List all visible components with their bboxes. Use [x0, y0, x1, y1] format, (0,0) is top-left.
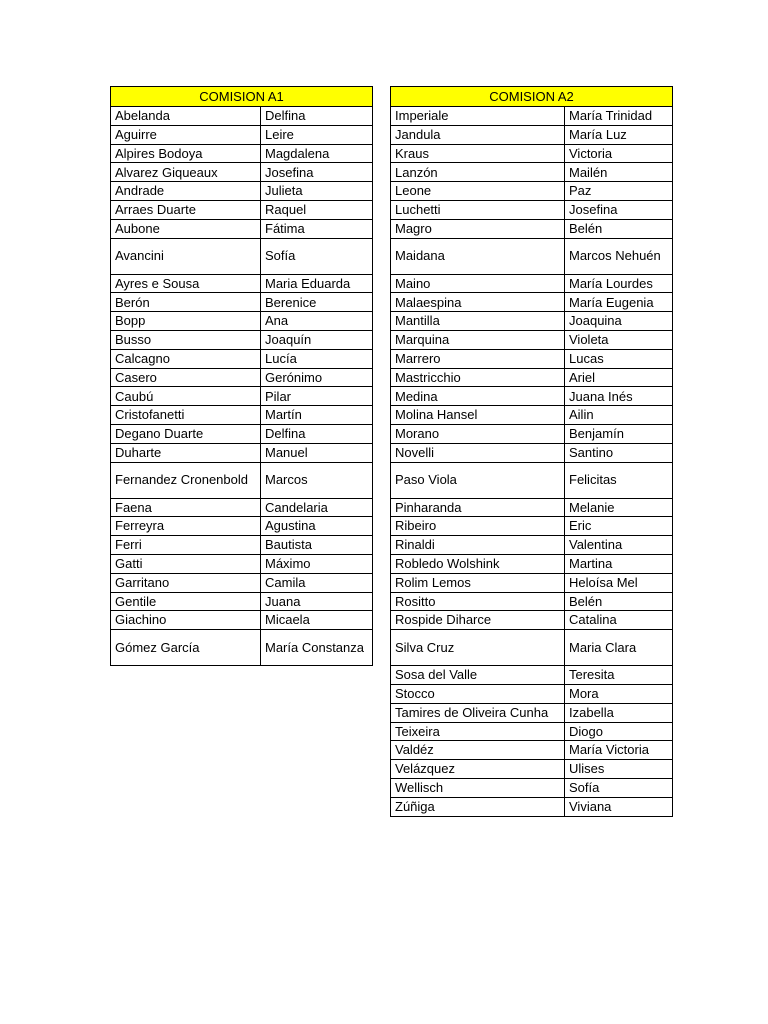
student-row: [111, 498, 373, 517]
surname-cell: Novelli: [391, 443, 565, 462]
student-rows: [111, 107, 373, 666]
surname-cell: Jandula: [391, 125, 565, 144]
given-name-cell: María Eugenia: [565, 293, 673, 312]
student-row: [111, 406, 373, 425]
surname-cell: Paso Viola: [391, 462, 565, 498]
student-row: [111, 368, 373, 387]
student-row: [391, 611, 673, 630]
surname-cell: Marrero: [391, 349, 565, 368]
comision-title: COMISION A2: [391, 87, 673, 107]
given-name-cell: Delfina: [261, 424, 373, 443]
given-name-cell: Julieta: [261, 182, 373, 201]
student-row: [391, 219, 673, 238]
surname-cell: Rositto: [391, 592, 565, 611]
student-row: [391, 778, 673, 797]
student-row: [391, 666, 673, 685]
surname-cell: Lanzón: [391, 163, 565, 182]
student-row: [391, 703, 673, 722]
surname-cell: Gatti: [111, 554, 261, 573]
given-name-cell: Viviana: [565, 797, 673, 816]
student-row: [391, 144, 673, 163]
given-name-cell: Heloísa Mel: [565, 573, 673, 592]
surname-cell: Avancini: [111, 238, 261, 274]
surname-cell: Cristofanetti: [111, 406, 261, 425]
surname-cell: Rinaldi: [391, 536, 565, 555]
surname-cell: Luchetti: [391, 200, 565, 219]
given-name-cell: Paz: [565, 182, 673, 201]
surname-cell: Stocco: [391, 684, 565, 703]
given-name-cell: Leire: [261, 125, 373, 144]
given-name-cell: Máximo: [261, 554, 373, 573]
given-name-cell: María Constanza: [261, 630, 373, 666]
student-row: [111, 630, 373, 666]
given-name-cell: Agustina: [261, 517, 373, 536]
given-name-cell: Micaela: [261, 611, 373, 630]
surname-cell: Degano Duarte: [111, 424, 261, 443]
given-name-cell: Catalina: [565, 611, 673, 630]
given-name-cell: Delfina: [261, 107, 373, 126]
student-row: [391, 517, 673, 536]
surname-cell: Berón: [111, 293, 261, 312]
surname-cell: Molina Hansel: [391, 406, 565, 425]
surname-cell: Rolim Lemos: [391, 573, 565, 592]
student-row: [391, 107, 673, 126]
student-row: [391, 424, 673, 443]
student-row: [391, 349, 673, 368]
student-row: [111, 554, 373, 573]
given-name-cell: María Lourdes: [565, 274, 673, 293]
given-name-cell: Diogo: [565, 722, 673, 741]
student-row: [391, 330, 673, 349]
student-row: [391, 274, 673, 293]
surname-cell: Aguirre: [111, 125, 261, 144]
given-name-cell: Gerónimo: [261, 368, 373, 387]
given-name-cell: Santino: [565, 443, 673, 462]
surname-cell: Malaespina: [391, 293, 565, 312]
surname-cell: Fernandez Cronenbold: [111, 462, 261, 498]
given-name-cell: Joaquina: [565, 312, 673, 331]
student-row: [391, 797, 673, 816]
student-row: [111, 573, 373, 592]
surname-cell: Kraus: [391, 144, 565, 163]
surname-cell: Valdéz: [391, 741, 565, 760]
given-name-cell: Camila: [261, 573, 373, 592]
given-name-cell: Mailén: [565, 163, 673, 182]
surname-cell: Bopp: [111, 312, 261, 331]
surname-cell: Alpires Bodoya: [111, 144, 261, 163]
student-row: [391, 312, 673, 331]
student-row: [111, 200, 373, 219]
student-row: [391, 554, 673, 573]
given-name-cell: Belén: [565, 592, 673, 611]
student-row: [391, 238, 673, 274]
student-row: [111, 144, 373, 163]
surname-cell: Maino: [391, 274, 565, 293]
student-row: [391, 163, 673, 182]
student-row: [111, 125, 373, 144]
student-row: [391, 182, 673, 201]
student-row: [391, 684, 673, 703]
surname-cell: Morano: [391, 424, 565, 443]
surname-cell: Ferri: [111, 536, 261, 555]
surname-cell: Leone: [391, 182, 565, 201]
given-name-cell: Manuel: [261, 443, 373, 462]
student-row: [111, 238, 373, 274]
surname-cell: Gentile: [111, 592, 261, 611]
student-row: [111, 274, 373, 293]
surname-cell: Giachino: [111, 611, 261, 630]
student-row: [111, 182, 373, 201]
given-name-cell: Pilar: [261, 387, 373, 406]
given-name-cell: Teresita: [565, 666, 673, 685]
surname-cell: Velázquez: [391, 760, 565, 779]
student-row: [391, 200, 673, 219]
given-name-cell: María Victoria: [565, 741, 673, 760]
student-row: [111, 107, 373, 126]
comision-title: COMISION A1: [111, 87, 373, 107]
student-row: [391, 443, 673, 462]
comision-a1-table: [110, 86, 373, 666]
student-row: [111, 219, 373, 238]
given-name-cell: Berenice: [261, 293, 373, 312]
student-row: [391, 760, 673, 779]
student-row: [111, 312, 373, 331]
student-row: [391, 462, 673, 498]
surname-cell: Teixeira: [391, 722, 565, 741]
given-name-cell: Ulises: [565, 760, 673, 779]
surname-cell: Imperiale: [391, 107, 565, 126]
student-row: [111, 592, 373, 611]
given-name-cell: Victoria: [565, 144, 673, 163]
surname-cell: Sosa del Valle: [391, 666, 565, 685]
given-name-cell: Ana: [261, 312, 373, 331]
given-name-cell: Violeta: [565, 330, 673, 349]
given-name-cell: Maria Eduarda: [261, 274, 373, 293]
student-row: [111, 536, 373, 555]
given-name-cell: Mora: [565, 684, 673, 703]
student-row: [391, 573, 673, 592]
surname-cell: Medina: [391, 387, 565, 406]
surname-cell: Marquina: [391, 330, 565, 349]
given-name-cell: Candelaria: [261, 498, 373, 517]
surname-cell: Mastricchio: [391, 368, 565, 387]
surname-cell: Ferreyra: [111, 517, 261, 536]
surname-cell: Casero: [111, 368, 261, 387]
student-row: [111, 163, 373, 182]
student-row: [111, 330, 373, 349]
student-row: [391, 536, 673, 555]
given-name-cell: Martina: [565, 554, 673, 573]
given-name-cell: Juana: [261, 592, 373, 611]
surname-cell: Caubú: [111, 387, 261, 406]
given-name-cell: Lucas: [565, 349, 673, 368]
given-name-cell: Eric: [565, 517, 673, 536]
surname-cell: Aubone: [111, 219, 261, 238]
given-name-cell: Magdalena: [261, 144, 373, 163]
surname-cell: Abelanda: [111, 107, 261, 126]
student-row: [391, 741, 673, 760]
given-name-cell: María Luz: [565, 125, 673, 144]
header-row: [111, 87, 373, 107]
surname-cell: Alvarez Giqueaux: [111, 163, 261, 182]
surname-cell: Wellisch: [391, 778, 565, 797]
student-row: [111, 387, 373, 406]
surname-cell: Mantilla: [391, 312, 565, 331]
surname-cell: Andrade: [111, 182, 261, 201]
student-row: [391, 630, 673, 666]
surname-cell: Garritano: [111, 573, 261, 592]
student-row: [391, 387, 673, 406]
comision-a2-table: [390, 86, 673, 817]
surname-cell: Zúñiga: [391, 797, 565, 816]
given-name-cell: Marcos: [261, 462, 373, 498]
given-name-cell: Martín: [261, 406, 373, 425]
surname-cell: Silva Cruz: [391, 630, 565, 666]
given-name-cell: Josefina: [565, 200, 673, 219]
student-row: [391, 406, 673, 425]
student-row: [391, 293, 673, 312]
given-name-cell: Melanie: [565, 498, 673, 517]
student-row: [111, 443, 373, 462]
surname-cell: Tamires de Oliveira Cunha: [391, 703, 565, 722]
given-name-cell: Izabella: [565, 703, 673, 722]
surname-cell: Ayres e Sousa: [111, 274, 261, 293]
student-rows: [391, 107, 673, 817]
student-row: [391, 125, 673, 144]
given-name-cell: Josefina: [261, 163, 373, 182]
surname-cell: Ribeiro: [391, 517, 565, 536]
given-name-cell: Fátima: [261, 219, 373, 238]
surname-cell: Magro: [391, 219, 565, 238]
header-row: [391, 87, 673, 107]
given-name-cell: Bautista: [261, 536, 373, 555]
student-row: [111, 293, 373, 312]
student-row: [111, 611, 373, 630]
surname-cell: Faena: [111, 498, 261, 517]
surname-cell: Calcagno: [111, 349, 261, 368]
surname-cell: Robledo Wolshink: [391, 554, 565, 573]
student-row: [391, 498, 673, 517]
given-name-cell: Juana Inés: [565, 387, 673, 406]
given-name-cell: Ailin: [565, 406, 673, 425]
given-name-cell: Lucía: [261, 349, 373, 368]
student-row: [111, 462, 373, 498]
given-name-cell: Benjamín: [565, 424, 673, 443]
given-name-cell: Felicitas: [565, 462, 673, 498]
student-row: [111, 517, 373, 536]
given-name-cell: Marcos Nehuén: [565, 238, 673, 274]
given-name-cell: Belén: [565, 219, 673, 238]
surname-cell: Duharte: [111, 443, 261, 462]
surname-cell: Arraes Duarte: [111, 200, 261, 219]
student-row: [111, 349, 373, 368]
surname-cell: Pinharanda: [391, 498, 565, 517]
given-name-cell: Joaquín: [261, 330, 373, 349]
given-name-cell: María Trinidad: [565, 107, 673, 126]
student-row: [391, 368, 673, 387]
surname-cell: Maidana: [391, 238, 565, 274]
surname-cell: Rospide Diharce: [391, 611, 565, 630]
given-name-cell: Ariel: [565, 368, 673, 387]
surname-cell: Busso: [111, 330, 261, 349]
surname-cell: Gómez García: [111, 630, 261, 666]
given-name-cell: Maria Clara: [565, 630, 673, 666]
given-name-cell: Valentina: [565, 536, 673, 555]
given-name-cell: Raquel: [261, 200, 373, 219]
student-row: [391, 722, 673, 741]
student-row: [391, 592, 673, 611]
given-name-cell: Sofía: [565, 778, 673, 797]
given-name-cell: Sofía: [261, 238, 373, 274]
student-row: [111, 424, 373, 443]
